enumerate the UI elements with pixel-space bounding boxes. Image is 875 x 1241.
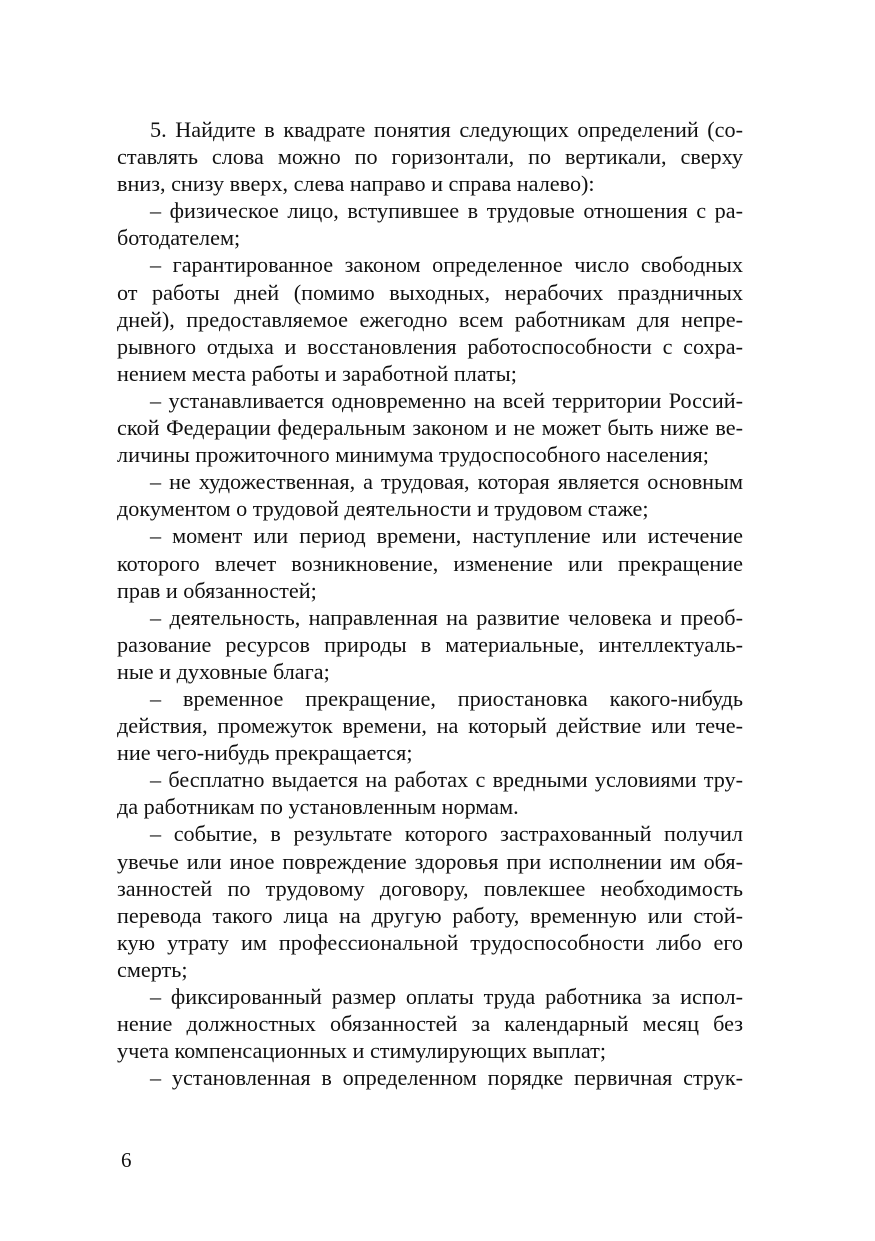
text-line: ботодателем; [117, 225, 241, 251]
text-line: от работы дней (помимо выходных, нерабочих праздничных [117, 279, 743, 305]
text-line: – бесплатно выдается на работах с вредными условиями тру- [150, 767, 743, 793]
body-text [117, 116, 743, 1091]
text-line: да работникам по установленным нормам. [117, 794, 519, 820]
text-line: документом о трудовой деятельности и трудовом стаже; [117, 496, 649, 522]
text-line: ные и духовные блага; [117, 658, 330, 684]
text-line: – фиксированный размер оплаты труда работника за испол- [150, 984, 743, 1009]
text-line: – не художественная, а трудовая, которая является основным [150, 469, 743, 495]
text-line: нением места работы и заработной платы; [117, 360, 517, 386]
text-line: ставлять слова можно по горизонтали, по вертикали, сверху [117, 144, 743, 170]
text-line: которого влечет возникновение, изменение или прекращение [117, 550, 743, 576]
text-line: – устанавливается одновременно на всей территории Россий- [150, 387, 743, 413]
text-line: – установленная в определенном порядке первичная струк- [150, 1065, 743, 1091]
text-line: действия, промежуток времени, на который действие или тече- [117, 713, 743, 739]
text-line: 5. Найдите в квадрате понятия следующих определений (со- [150, 117, 743, 142]
text-line: – событие, в результате которого застрахованный получил [150, 821, 743, 847]
text-line: – деятельность, направленная на развитие человека и преоб- [150, 604, 743, 630]
text-line: занностей по трудовому договору, повлекшее необходимость [117, 875, 743, 901]
text-line: разование ресурсов природы в материальные, интеллектуаль- [117, 631, 743, 657]
text-line: – гарантированное законом определенное число свободных [150, 252, 743, 278]
text-line: дней), предоставляемое ежегодно всем работникам для непре- [117, 306, 743, 332]
text-line: увечье или иное повреждение здоровья при исполнении им обя- [117, 848, 743, 874]
text-line: ской Федерации федеральным законом и не может быть ниже ве- [117, 415, 743, 441]
text-line: – временное прекращение, приостановка какого-нибудь [150, 685, 743, 711]
text-line: – физическое лицо, вступившее в трудовые отношения с ра- [150, 198, 743, 224]
text-line: смерть; [117, 956, 188, 982]
text-line: рывного отдыха и восстановления работоспособности с сохра- [117, 333, 743, 359]
text-line: учета компенсационных и стимулирующих выплат; [117, 1038, 607, 1064]
text-line: ние чего-нибудь прекращается; [117, 740, 413, 766]
text-line: кую утрату им профессиональной трудоспособности либо его [117, 929, 743, 955]
text-line: перевода такого лица на другую работу, временную или стой- [117, 902, 743, 928]
text-line: личины прожиточного минимума трудоспособного населения; [117, 442, 709, 468]
page-number: 6 [121, 1148, 132, 1172]
text-line: прав и обязанностей; [117, 577, 317, 603]
text-line: вниз, снизу вверх, слева направо и справа налево): [117, 171, 595, 197]
text-line: нение должностных обязанностей за календарный месяц без [117, 1011, 743, 1037]
text-line: – момент или период времени, наступление или истечение [150, 523, 743, 549]
